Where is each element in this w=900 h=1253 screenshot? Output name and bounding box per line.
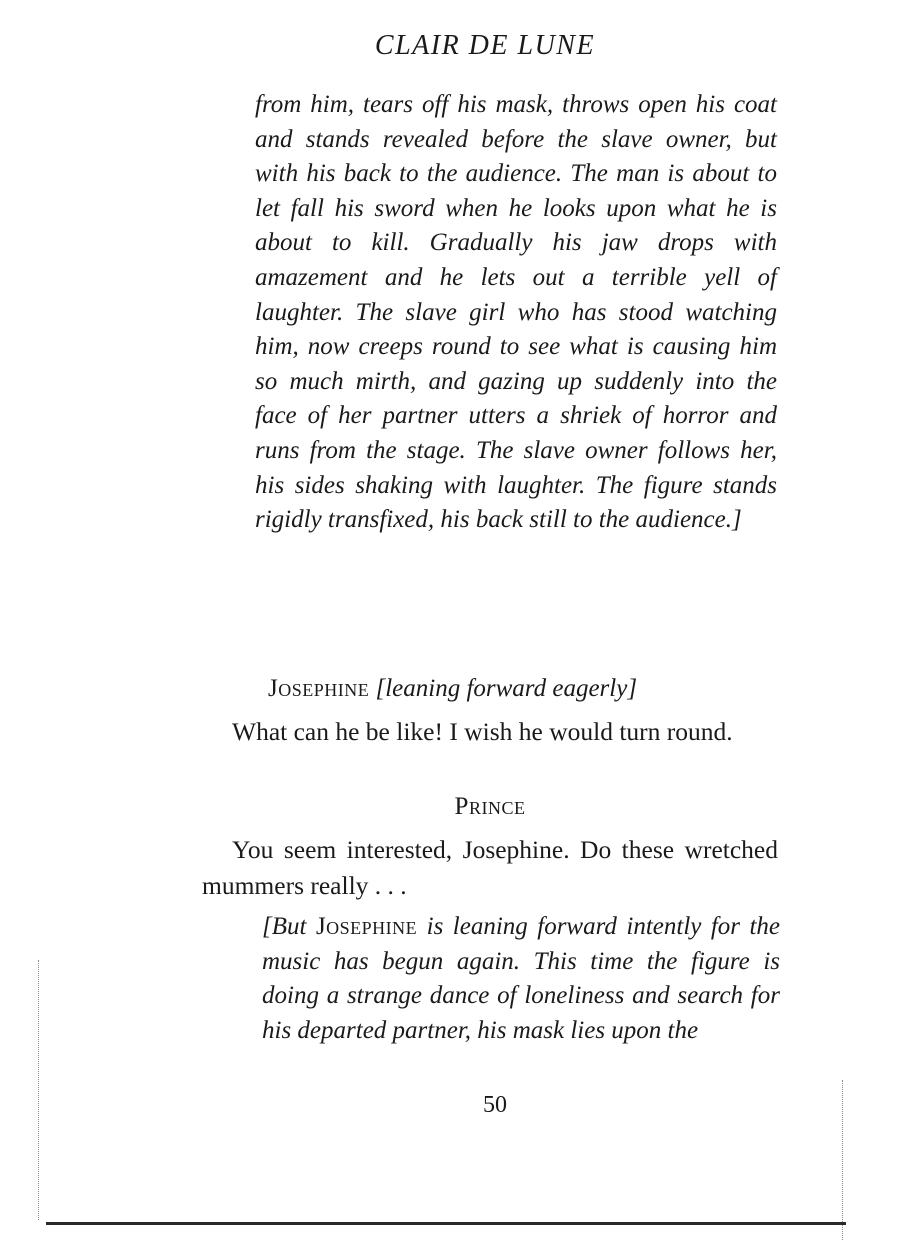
stage-direction-open: [But [262,913,307,940]
speech-paragraph: You seem interested, Josephine. Do these wretched mummers really . . . [202,835,778,900]
stage-direction-name: Josephine [315,913,418,940]
page-bottom-edge [46,1222,846,1225]
speaker-heading [0,790,900,824]
scan-edge-marks [842,1080,844,1240]
stage-direction-text: is leaning forward intently for the music has begun again. This time the figure is doing a strange dance of loneliness and search for his departed partner, his mask lies upon the [262,913,781,1044]
speech-paragraph: What can he be like! I wish he would turn round. [232,717,733,746]
speaker-heading [268,672,637,706]
stage-direction [262,910,780,1048]
stage-direction: from him, tears off his mask, throws open his coat and stands revealed before the slave owner, but with his back to the audience. The man is about to let fall his sword when he looks upon what he is about to kill. Gradually his jaw drops with amazement and he lets out a terrible yell of laughter. The slave girl who has stood watching him, now creeps round to see what is causing him so much mirth, and gazing up suddenly into the face of her partner utters a shriek of horror and runs from the stage. The slave owner follows her, his sides shaking with laughter. The figure stands rigidly transfixed, his back still to the audience.] [255,91,777,534]
scan-edge-marks [38,960,40,1220]
speaker-direction: [leaning forward eagerly] [375,675,638,702]
running-head: CLAIR DE LUNE [374,30,596,61]
page-number: 50 [483,1092,507,1118]
speaker-name: Josephine [268,675,370,702]
speaker-name: Prince [454,793,526,820]
